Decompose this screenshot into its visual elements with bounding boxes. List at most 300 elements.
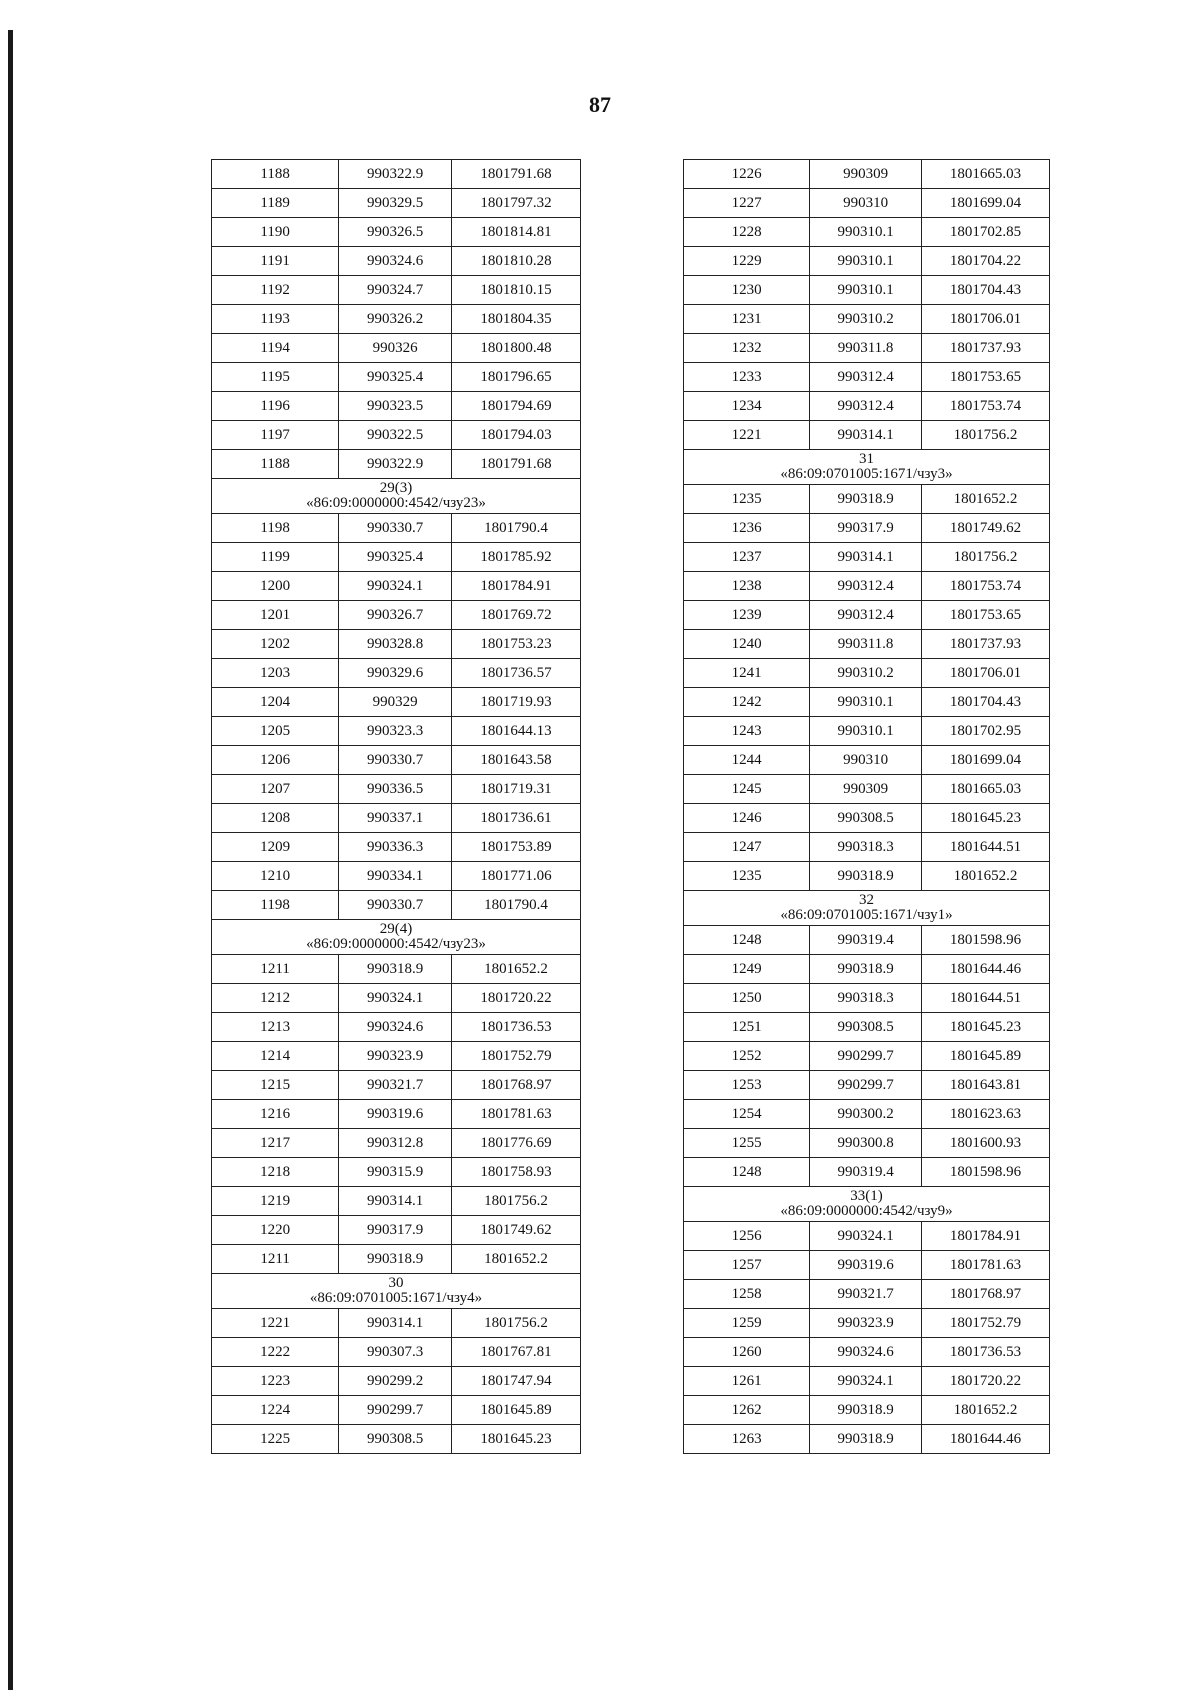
table-row xyxy=(212,1245,581,1274)
x-coordinate-cell: 990318.9 xyxy=(339,955,452,984)
y-coordinate-cell: 1801644.13 xyxy=(451,717,580,746)
section-header-cell xyxy=(212,920,581,955)
x-coordinate-cell: 990318.9 xyxy=(810,485,922,514)
y-coordinate-cell: 1801790.4 xyxy=(451,514,580,543)
x-coordinate-cell: 990300.8 xyxy=(810,1129,922,1158)
y-coordinate-cell: 1801756.2 xyxy=(921,543,1049,572)
y-coordinate-cell: 1801747.94 xyxy=(451,1367,580,1396)
point-number-cell: 1263 xyxy=(684,1425,810,1454)
table-row xyxy=(684,334,1050,363)
x-coordinate-cell: 990324.6 xyxy=(339,1013,452,1042)
y-coordinate-cell: 1801776.69 xyxy=(451,1129,580,1158)
y-coordinate-cell: 1801767.81 xyxy=(451,1338,580,1367)
x-coordinate-cell: 990324.7 xyxy=(339,276,452,305)
section-header-cell xyxy=(684,1187,1050,1222)
point-number-cell: 1226 xyxy=(684,160,810,189)
point-number-cell: 1217 xyxy=(212,1129,339,1158)
point-number-cell: 1201 xyxy=(212,601,339,630)
y-coordinate-cell: 1801644.46 xyxy=(921,955,1049,984)
section-header-row xyxy=(212,1274,581,1309)
y-coordinate-cell: 1801794.03 xyxy=(451,421,580,450)
point-number-cell: 1224 xyxy=(212,1396,339,1425)
point-number-cell: 1231 xyxy=(684,305,810,334)
point-number-cell: 1250 xyxy=(684,984,810,1013)
point-number-cell: 1197 xyxy=(212,421,339,450)
y-coordinate-cell: 1801645.23 xyxy=(921,804,1049,833)
y-coordinate-cell: 1801752.79 xyxy=(921,1309,1049,1338)
point-number-cell: 1234 xyxy=(684,392,810,421)
y-coordinate-cell: 1801598.96 xyxy=(921,926,1049,955)
y-coordinate-cell: 1801704.43 xyxy=(921,276,1049,305)
table-row xyxy=(212,1013,581,1042)
point-number-cell: 1245 xyxy=(684,775,810,804)
x-coordinate-cell: 990314.1 xyxy=(339,1309,452,1338)
y-coordinate-cell: 1801706.01 xyxy=(921,305,1049,334)
cadastral-code: «86:09:0000000:4542/чзу9» xyxy=(780,1203,953,1219)
x-coordinate-cell: 990310.1 xyxy=(810,247,922,276)
point-number-cell: 1255 xyxy=(684,1129,810,1158)
y-coordinate-cell: 1801753.65 xyxy=(921,601,1049,630)
y-coordinate-cell: 1801736.57 xyxy=(451,659,580,688)
point-number-cell: 1211 xyxy=(212,1245,339,1274)
y-coordinate-cell: 1801652.2 xyxy=(451,955,580,984)
y-coordinate-cell: 1801702.95 xyxy=(921,717,1049,746)
x-coordinate-cell: 990318.9 xyxy=(810,1396,922,1425)
table-row xyxy=(684,1071,1050,1100)
x-coordinate-cell: 990309 xyxy=(810,160,922,189)
y-coordinate-cell: 1801720.22 xyxy=(921,1367,1049,1396)
table-row xyxy=(684,160,1050,189)
x-coordinate-cell: 990326.5 xyxy=(339,218,452,247)
y-coordinate-cell: 1801749.62 xyxy=(451,1216,580,1245)
x-coordinate-cell: 990322.9 xyxy=(339,160,452,189)
table-row xyxy=(212,1425,581,1454)
y-coordinate-cell: 1801781.63 xyxy=(451,1100,580,1129)
point-number-cell: 1229 xyxy=(684,247,810,276)
point-number-cell: 1241 xyxy=(684,659,810,688)
x-coordinate-cell: 990334.1 xyxy=(339,862,452,891)
x-coordinate-cell: 990318.9 xyxy=(810,1425,922,1454)
point-number-cell: 1235 xyxy=(684,862,810,891)
table-row xyxy=(684,1425,1050,1454)
point-number-cell: 1205 xyxy=(212,717,339,746)
table-row xyxy=(212,218,581,247)
point-number-cell: 1253 xyxy=(684,1071,810,1100)
point-number-cell: 1258 xyxy=(684,1280,810,1309)
point-number-cell: 1207 xyxy=(212,775,339,804)
table-row xyxy=(684,775,1050,804)
y-coordinate-cell: 1801794.69 xyxy=(451,392,580,421)
point-number-cell: 1190 xyxy=(212,218,339,247)
point-number-cell: 1235 xyxy=(684,485,810,514)
y-coordinate-cell: 1801753.89 xyxy=(451,833,580,862)
x-coordinate-cell: 990325.4 xyxy=(339,363,452,392)
y-coordinate-cell: 1801643.58 xyxy=(451,746,580,775)
table-row xyxy=(684,630,1050,659)
x-coordinate-cell: 990300.2 xyxy=(810,1100,922,1129)
table-row xyxy=(684,363,1050,392)
point-number-cell: 1262 xyxy=(684,1396,810,1425)
section-header-row xyxy=(212,479,581,514)
table-row xyxy=(684,421,1050,450)
point-number-cell: 1246 xyxy=(684,804,810,833)
x-coordinate-cell: 990323.3 xyxy=(339,717,452,746)
point-number-cell: 1240 xyxy=(684,630,810,659)
y-coordinate-cell: 1801769.72 xyxy=(451,601,580,630)
table-row xyxy=(212,1396,581,1425)
point-number-cell: 1212 xyxy=(212,984,339,1013)
point-number-cell: 1209 xyxy=(212,833,339,862)
point-number-cell: 1189 xyxy=(212,189,339,218)
point-number-cell: 1208 xyxy=(212,804,339,833)
x-coordinate-cell: 990324.6 xyxy=(339,247,452,276)
point-number-cell: 1227 xyxy=(684,189,810,218)
y-coordinate-cell: 1801756.2 xyxy=(451,1309,580,1338)
x-coordinate-cell: 990308.5 xyxy=(810,1013,922,1042)
point-number-cell: 1211 xyxy=(212,955,339,984)
x-coordinate-cell: 990330.7 xyxy=(339,891,452,920)
table-row xyxy=(684,1367,1050,1396)
y-coordinate-cell: 1801804.35 xyxy=(451,305,580,334)
y-coordinate-cell: 1801699.04 xyxy=(921,189,1049,218)
point-number-cell: 1237 xyxy=(684,543,810,572)
x-coordinate-cell: 990324.1 xyxy=(810,1222,922,1251)
point-number-cell: 1228 xyxy=(684,218,810,247)
table-row xyxy=(684,1129,1050,1158)
x-coordinate-cell: 990324.1 xyxy=(339,984,452,1013)
y-coordinate-cell: 1801756.2 xyxy=(921,421,1049,450)
table-row xyxy=(212,1338,581,1367)
y-coordinate-cell: 1801643.81 xyxy=(921,1071,1049,1100)
table-row xyxy=(212,1309,581,1338)
y-coordinate-cell: 1801645.23 xyxy=(451,1425,580,1454)
y-coordinate-cell: 1801652.2 xyxy=(921,1396,1049,1425)
y-coordinate-cell: 1801785.92 xyxy=(451,543,580,572)
point-number-cell: 1238 xyxy=(684,572,810,601)
y-coordinate-cell: 1801645.89 xyxy=(451,1396,580,1425)
table-row xyxy=(212,392,581,421)
y-coordinate-cell: 1801768.97 xyxy=(451,1071,580,1100)
y-coordinate-cell: 1801758.93 xyxy=(451,1158,580,1187)
x-coordinate-cell: 990308.5 xyxy=(339,1425,452,1454)
page-number: 87 xyxy=(589,92,611,117)
table-row xyxy=(212,572,581,601)
table-row xyxy=(684,276,1050,305)
table-row xyxy=(684,659,1050,688)
table-row xyxy=(684,543,1050,572)
x-coordinate-cell: 990314.1 xyxy=(810,543,922,572)
x-coordinate-cell: 990299.2 xyxy=(339,1367,452,1396)
section-header-cell xyxy=(212,479,581,514)
table-row xyxy=(684,601,1050,630)
point-number-cell: 1243 xyxy=(684,717,810,746)
table-row xyxy=(684,926,1050,955)
table-row xyxy=(212,630,581,659)
table-row xyxy=(684,305,1050,334)
table-row xyxy=(684,572,1050,601)
table-row xyxy=(212,305,581,334)
section-number: 29(4) xyxy=(379,921,413,937)
table-row xyxy=(212,1216,581,1245)
table-row xyxy=(212,1071,581,1100)
x-coordinate-cell: 990299.7 xyxy=(810,1071,922,1100)
point-number-cell: 1225 xyxy=(212,1425,339,1454)
x-coordinate-cell: 990319.6 xyxy=(810,1251,922,1280)
table-row xyxy=(212,659,581,688)
table-row xyxy=(212,804,581,833)
y-coordinate-cell: 1801781.63 xyxy=(921,1251,1049,1280)
point-number-cell: 1236 xyxy=(684,514,810,543)
y-coordinate-cell: 1801814.81 xyxy=(451,218,580,247)
point-number-cell: 1214 xyxy=(212,1042,339,1071)
table-row xyxy=(684,189,1050,218)
y-coordinate-cell: 1801753.74 xyxy=(921,392,1049,421)
y-coordinate-cell: 1801644.46 xyxy=(921,1425,1049,1454)
x-coordinate-cell: 990308.5 xyxy=(810,804,922,833)
x-coordinate-cell: 990312.4 xyxy=(810,601,922,630)
x-coordinate-cell: 990310.1 xyxy=(810,276,922,305)
table-row xyxy=(684,1251,1050,1280)
table-row xyxy=(684,717,1050,746)
x-coordinate-cell: 990312.4 xyxy=(810,363,922,392)
y-coordinate-cell: 1801598.96 xyxy=(921,1158,1049,1187)
scan-binding-edge xyxy=(8,30,13,1690)
point-number-cell: 1220 xyxy=(212,1216,339,1245)
point-number-cell: 1232 xyxy=(684,334,810,363)
table-row xyxy=(684,862,1050,891)
table-row xyxy=(684,688,1050,717)
cadastral-code: «86:09:0000000:4542/чзу23» xyxy=(306,495,486,511)
y-coordinate-cell: 1801645.23 xyxy=(921,1013,1049,1042)
y-coordinate-cell: 1801719.31 xyxy=(451,775,580,804)
table-row xyxy=(684,218,1050,247)
y-coordinate-cell: 1801737.93 xyxy=(921,630,1049,659)
point-number-cell: 1196 xyxy=(212,392,339,421)
y-coordinate-cell: 1801644.51 xyxy=(921,984,1049,1013)
table-row xyxy=(684,1158,1050,1187)
table-row xyxy=(212,276,581,305)
point-number-cell: 1251 xyxy=(684,1013,810,1042)
point-number-cell: 1261 xyxy=(684,1367,810,1396)
point-number-cell: 1206 xyxy=(212,746,339,775)
point-number-cell: 1242 xyxy=(684,688,810,717)
section-header-row xyxy=(684,450,1050,485)
point-number-cell: 1198 xyxy=(212,514,339,543)
y-coordinate-cell: 1801768.97 xyxy=(921,1280,1049,1309)
x-coordinate-cell: 990329 xyxy=(339,688,452,717)
table-row xyxy=(212,833,581,862)
point-number-cell: 1203 xyxy=(212,659,339,688)
x-coordinate-cell: 990325.4 xyxy=(339,543,452,572)
point-number-cell: 1247 xyxy=(684,833,810,862)
y-coordinate-cell: 1801623.63 xyxy=(921,1100,1049,1129)
table-row xyxy=(212,1129,581,1158)
x-coordinate-cell: 990315.9 xyxy=(339,1158,452,1187)
section-number: 31 xyxy=(859,451,874,467)
x-coordinate-cell: 990329.5 xyxy=(339,189,452,218)
table-row xyxy=(212,1042,581,1071)
table-row xyxy=(684,392,1050,421)
y-coordinate-cell: 1801737.93 xyxy=(921,334,1049,363)
x-coordinate-cell: 990317.9 xyxy=(339,1216,452,1245)
y-coordinate-cell: 1801704.43 xyxy=(921,688,1049,717)
point-number-cell: 1204 xyxy=(212,688,339,717)
table-row xyxy=(684,746,1050,775)
x-coordinate-cell: 990326.2 xyxy=(339,305,452,334)
section-header-cell xyxy=(684,891,1050,926)
x-coordinate-cell: 990328.8 xyxy=(339,630,452,659)
point-number-cell: 1200 xyxy=(212,572,339,601)
y-coordinate-cell: 1801736.53 xyxy=(451,1013,580,1042)
table-row xyxy=(212,514,581,543)
table-row xyxy=(212,862,581,891)
point-number-cell: 1221 xyxy=(212,1309,339,1338)
table-row xyxy=(684,833,1050,862)
table-row xyxy=(212,1158,581,1187)
table-row xyxy=(684,247,1050,276)
x-coordinate-cell: 990299.7 xyxy=(810,1042,922,1071)
y-coordinate-cell: 1801736.53 xyxy=(921,1338,1049,1367)
point-number-cell: 1202 xyxy=(212,630,339,659)
table-row xyxy=(212,1100,581,1129)
x-coordinate-cell: 990312.4 xyxy=(810,392,922,421)
y-coordinate-cell: 1801736.61 xyxy=(451,804,580,833)
table-row xyxy=(684,804,1050,833)
table-row xyxy=(684,1309,1050,1338)
y-coordinate-cell: 1801756.2 xyxy=(451,1187,580,1216)
x-coordinate-cell: 990310.1 xyxy=(810,218,922,247)
point-number-cell: 1188 xyxy=(212,450,339,479)
point-number-cell: 1199 xyxy=(212,543,339,572)
y-coordinate-cell: 1801810.15 xyxy=(451,276,580,305)
table-row xyxy=(212,717,581,746)
point-number-cell: 1195 xyxy=(212,363,339,392)
y-coordinate-cell: 1801791.68 xyxy=(451,160,580,189)
x-coordinate-cell: 990312.8 xyxy=(339,1129,452,1158)
y-coordinate-cell: 1801749.62 xyxy=(921,514,1049,543)
y-coordinate-cell: 1801645.89 xyxy=(921,1042,1049,1071)
x-coordinate-cell: 990318.3 xyxy=(810,984,922,1013)
table-row xyxy=(212,189,581,218)
point-number-cell: 1210 xyxy=(212,862,339,891)
x-coordinate-cell: 990310 xyxy=(810,189,922,218)
x-coordinate-cell: 990318.9 xyxy=(810,862,922,891)
table-row xyxy=(684,1100,1050,1129)
section-number: 30 xyxy=(388,1275,404,1291)
table-row xyxy=(684,485,1050,514)
cadastral-code: «86:09:0701005:1671/чзу3» xyxy=(780,466,953,482)
point-number-cell: 1192 xyxy=(212,276,339,305)
section-number: 33(1) xyxy=(850,1188,883,1204)
table-row xyxy=(212,334,581,363)
table-row xyxy=(212,450,581,479)
point-number-cell: 1257 xyxy=(684,1251,810,1280)
y-coordinate-cell: 1801644.51 xyxy=(921,833,1049,862)
point-number-cell: 1248 xyxy=(684,1158,810,1187)
table-row xyxy=(212,1187,581,1216)
y-coordinate-cell: 1801652.2 xyxy=(921,485,1049,514)
cadastral-code: «86:09:0701005:1671/чзу4» xyxy=(309,1290,483,1306)
point-number-cell: 1239 xyxy=(684,601,810,630)
table-row xyxy=(212,543,581,572)
y-coordinate-cell: 1801720.22 xyxy=(451,984,580,1013)
point-number-cell: 1213 xyxy=(212,1013,339,1042)
y-coordinate-cell: 1801704.22 xyxy=(921,247,1049,276)
y-coordinate-cell: 1801652.2 xyxy=(451,1245,580,1274)
y-coordinate-cell: 1801784.91 xyxy=(921,1222,1049,1251)
table-row xyxy=(684,1222,1050,1251)
y-coordinate-cell: 1801752.79 xyxy=(451,1042,580,1071)
point-number-cell: 1188 xyxy=(212,160,339,189)
x-coordinate-cell: 990337.1 xyxy=(339,804,452,833)
point-number-cell: 1215 xyxy=(212,1071,339,1100)
table-row xyxy=(212,775,581,804)
x-coordinate-cell: 990326.7 xyxy=(339,601,452,630)
section-header-row xyxy=(684,891,1050,926)
point-number-cell: 1233 xyxy=(684,363,810,392)
x-coordinate-cell: 990310.1 xyxy=(810,717,922,746)
x-coordinate-cell: 990324.1 xyxy=(810,1367,922,1396)
table-row xyxy=(684,1280,1050,1309)
table-row xyxy=(212,421,581,450)
x-coordinate-cell: 990318.9 xyxy=(810,955,922,984)
point-number-cell: 1230 xyxy=(684,276,810,305)
y-coordinate-cell: 1801706.01 xyxy=(921,659,1049,688)
y-coordinate-cell: 1801796.65 xyxy=(451,363,580,392)
x-coordinate-cell: 990321.7 xyxy=(339,1071,452,1100)
x-coordinate-cell: 990319.4 xyxy=(810,926,922,955)
point-number-cell: 1260 xyxy=(684,1338,810,1367)
x-coordinate-cell: 990311.8 xyxy=(810,334,922,363)
point-number-cell: 1218 xyxy=(212,1158,339,1187)
x-coordinate-cell: 990323.5 xyxy=(339,392,452,421)
y-coordinate-cell: 1801797.32 xyxy=(451,189,580,218)
y-coordinate-cell: 1801699.04 xyxy=(921,746,1049,775)
y-coordinate-cell: 1801810.28 xyxy=(451,247,580,276)
table-row xyxy=(684,1338,1050,1367)
point-number-cell: 1223 xyxy=(212,1367,339,1396)
point-number-cell: 1259 xyxy=(684,1309,810,1338)
x-coordinate-cell: 990310.1 xyxy=(810,688,922,717)
point-number-cell: 1244 xyxy=(684,746,810,775)
table-row xyxy=(212,247,581,276)
point-number-cell: 1254 xyxy=(684,1100,810,1129)
coordinates-table-right xyxy=(683,159,1050,1454)
x-coordinate-cell: 990322.5 xyxy=(339,421,452,450)
x-coordinate-cell: 990311.8 xyxy=(810,630,922,659)
point-number-cell: 1191 xyxy=(212,247,339,276)
point-number-cell: 1248 xyxy=(684,926,810,955)
x-coordinate-cell: 990314.1 xyxy=(339,1187,452,1216)
y-coordinate-cell: 1801791.68 xyxy=(451,450,580,479)
y-coordinate-cell: 1801753.65 xyxy=(921,363,1049,392)
cadastral-code: «86:09:0701005:1671/чзу1» xyxy=(780,907,953,923)
y-coordinate-cell: 1801753.23 xyxy=(451,630,580,659)
point-number-cell: 1252 xyxy=(684,1042,810,1071)
x-coordinate-cell: 990330.7 xyxy=(339,746,452,775)
x-coordinate-cell: 990318.3 xyxy=(810,833,922,862)
section-number: 32 xyxy=(859,892,874,908)
point-number-cell: 1219 xyxy=(212,1187,339,1216)
x-coordinate-cell: 990310.2 xyxy=(810,659,922,688)
table-row xyxy=(212,160,581,189)
x-coordinate-cell: 990312.4 xyxy=(810,572,922,601)
table-row xyxy=(684,514,1050,543)
y-coordinate-cell: 1801800.48 xyxy=(451,334,580,363)
section-header-cell xyxy=(684,450,1050,485)
x-coordinate-cell: 990321.7 xyxy=(810,1280,922,1309)
point-number-cell: 1221 xyxy=(684,421,810,450)
